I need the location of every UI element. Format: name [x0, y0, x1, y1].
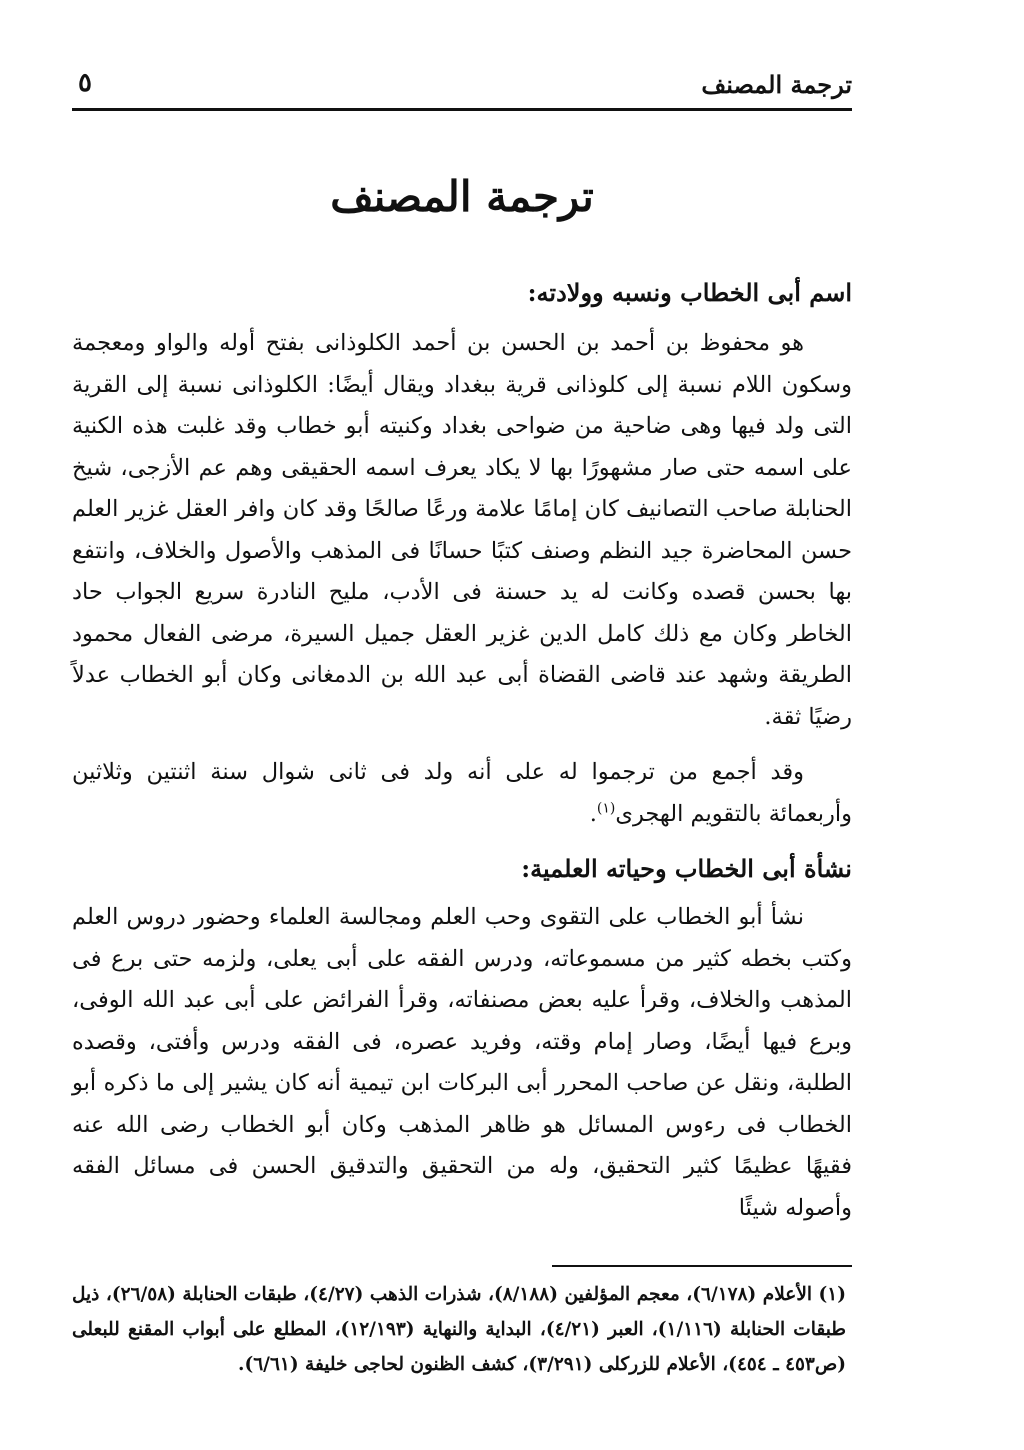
- paragraph-birth-text: وقد أجمع من ترجموا له على أنه ولد فى ثانى شوال سنة اثنتين وثلاثين وأربعمائة بالتقويم الهجرى: [72, 759, 852, 827]
- page-number: ٥: [78, 68, 92, 98]
- running-header: [72, 60, 852, 111]
- footnote-reference[interactable]: (١): [596, 800, 616, 816]
- footnote-text: (١) الأعلام (٦/١٧٨)، معجم المؤلفين (٨/١٨٨)، شذرات الذهب (٤/٢٧)، طبقات الحنابلة (٢٦/٥٨)، ذيل طبقات الحنابلة (١/١١٦)، العبر (٤/٢١)، البداية والنهاية (١٢/١٩٣)، المطلع على أبواب المقنع للبعلى (ص٤٥٣ ـ ٤٥٤)، الأعلام للزركلى (٣/٢٩١)، كشف الظنون لحاجى خليفة (٦/٦١).: [72, 1284, 846, 1375]
- chapter-title: ترجمة المصنف: [330, 172, 594, 221]
- book-page: [72, 60, 852, 1400]
- running-title: ترجمة المصنف: [701, 70, 852, 99]
- paragraph-birth: [72, 752, 852, 835]
- paragraph-upbringing: نشأ أبو الخطاب على التقوى وحب العلم ومجالسة العلماء وحضور دروس العلم وكتب بخطه كثير من مسموعاته، ودرس الفقه على أبى يعلى، ولزمه حتى برع فى المذهب والخلاف، وقرأ عليه بعض مصنفاته، وقرأ الفرائض على أبى عبد الله الوفى، وبرع فيها أيضًا، وصار إمام وقته، وفريد عصره، فى الفقه ودرس وأفتى، وقصده الطلبة، ونقل عن صاحب المحرر أبى البركات ابن تيمية أنه كان يشير إلى ما ذكره أبو الخطاب فى رءوس المسائل هو ظاهر المذهب وكان أبو الخطاب رضى الله عنه فقيهًا عظيمًا كثير التحقيق، وله من التحقيق والتدقيق الحسن فى مسائل الفقه وأصوله شيئًا: [72, 904, 852, 1221]
- paragraph-biography: هو محفوظ بن أحمد بن الحسن بن أحمد الكلوذانى بفتح أوله والواو ومعجمة وسكون اللام نسبة إلى كلوذانى قرية ببغداد ويقال أيضًا: الكلوذانى نسبة إلى القرية التى ولد فيها وهى ضاحية من ضواحى بغداد وكنيته أبو خطاب وقد غلبت هذه الكنية على اسمه حتى صار مشهورًا بها لا يكاد يعرف اسمه الحقيقى وهم عم الأزجى، شيخ الحنابلة صاحب التصانيف كان إمامًا علامة ورعًا صالحًا وقد كان وافر العقل غزير العلم حسن المحاضرة جيد النظم وصنف كتبًا حسانًا فى المذهب والأصول والخلاف، وانتفع بها بحسن قصده وكانت له يد حسنة فى الأدب، مليح النادرة سريع الجواب حاد الخاطر وكان مع ذلك كامل الدين غزير العقل جميل السيرة، مرضى الفعال محمود الطريقة وشهد عند قاضى القضاة أبى عبد الله بن الدمغانى وكان أبو الخطاب عدلاً رضيًا ثقة.: [72, 330, 852, 730]
- section-heading-name-lineage: اسم أبى الخطاب ونسبه وولادته:: [527, 278, 852, 307]
- section-heading-upbringing: نشأة أبى الخطاب وحياته العلمية:: [521, 854, 852, 883]
- footnote-separator: [552, 1265, 852, 1267]
- paragraph-birth-end: .: [589, 800, 597, 827]
